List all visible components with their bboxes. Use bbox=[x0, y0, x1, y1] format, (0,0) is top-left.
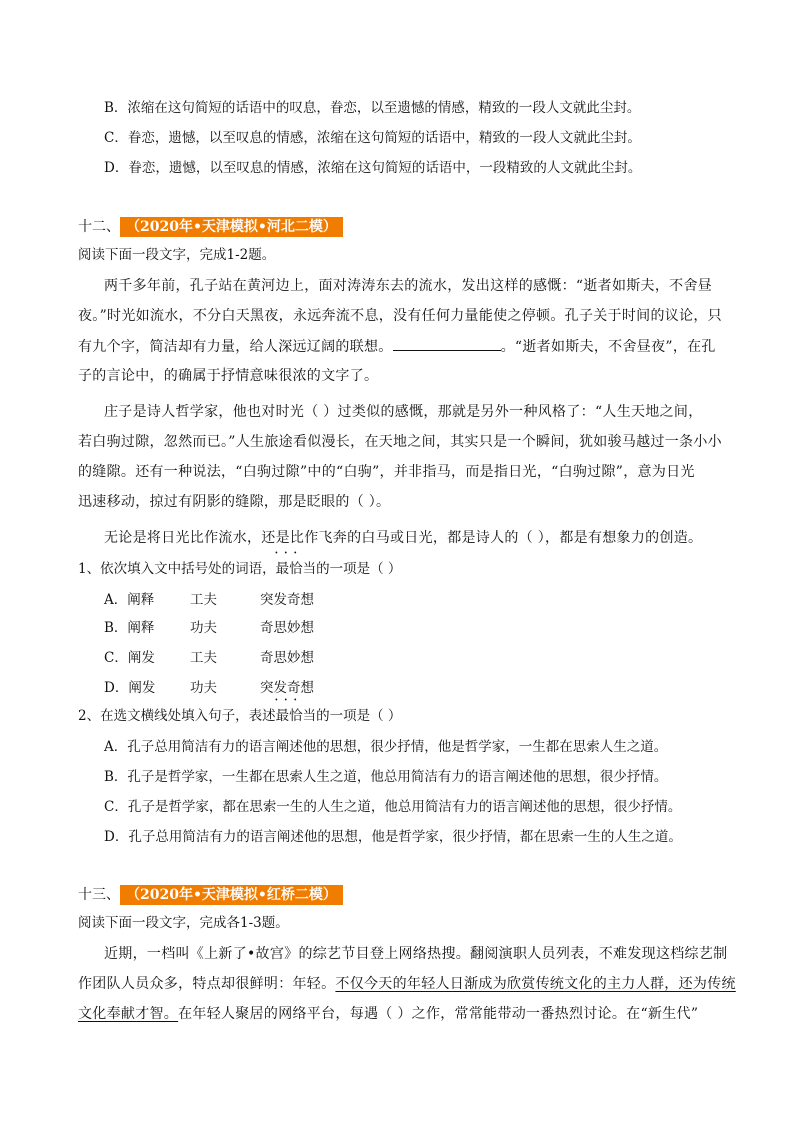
section-12-instruction: 阅读下面一段文字，完成1-2题。 bbox=[78, 247, 276, 263]
source-tag: （2020年•天津模拟•河北二模） bbox=[120, 217, 343, 237]
passage-line: 子的言论中，的确属于抒情意味很浓的文字了。 bbox=[78, 368, 379, 384]
option-word: 功夫 bbox=[190, 620, 217, 636]
emphasis-text: • • • 最恰当 bbox=[276, 708, 317, 724]
option-word: 工夫 bbox=[190, 650, 217, 666]
q2-option-a: A．孔子总用简洁有力的语言阐述他的思想，很少抒情，他是哲学家，一生都在思索人生之道。 bbox=[104, 739, 668, 755]
q1-option-a bbox=[104, 590, 314, 610]
question-text: 的一项是（ ） bbox=[316, 561, 402, 577]
q1-option-b bbox=[104, 618, 314, 638]
passage-line: 夜。”时光如流水，不分白天黑夜，永远奔流不息，没有任何力量能使之停顿。孔子关于时间的议论，只 bbox=[78, 308, 722, 324]
option-word: B．阐释 bbox=[104, 620, 155, 636]
option-word: 工夫 bbox=[190, 592, 217, 608]
q2-option-b: B．孔子是哲学家，一生都在思索人生之道，他总用简洁有力的语言阐述他的思想，很少抒情。 bbox=[104, 769, 668, 785]
option-word: A．阐释 bbox=[104, 592, 155, 608]
prev-option-b: B．浓缩在这句简短的话语中的叹息，眷恋，以至遗憾的情感，精致的一段人文就此尘封。 bbox=[104, 100, 641, 116]
section-13-instruction: 阅读下面一段文字，完成各1-3题。 bbox=[78, 915, 289, 931]
passage-line: 近期，一档叫《上新了•故宫》的综艺节目登上网络热搜。翻阅演职人员列表，不难发现这档综艺制 bbox=[104, 946, 728, 962]
section-12-header bbox=[78, 217, 343, 237]
q1-option-d bbox=[104, 678, 314, 698]
option-word: D．阐发 bbox=[104, 680, 156, 696]
passage-line: 庄子是诗人哲学家，他也对时光（ ）过类似的感慨，那就是另外一种风格了：“人生天地之间， bbox=[104, 404, 703, 420]
option-word: 奇思妙想 bbox=[260, 620, 314, 636]
option-word: 突发奇想 bbox=[260, 680, 314, 696]
emphasis-text: • • • 最恰当 bbox=[276, 561, 317, 577]
passage-line bbox=[78, 1004, 698, 1024]
section-13-header bbox=[78, 885, 343, 905]
question-text: 2、在选文横线处填入句子，表述 bbox=[78, 708, 276, 724]
question-2 bbox=[78, 706, 401, 726]
passage-line: 两千多年前，孔子站在黄河边上，面对涛涛东去的流水，发出这样的感慨：“逝者如斯夫，不舍昼 bbox=[104, 278, 713, 294]
underlined-text: 文化奉献才智。 bbox=[78, 1006, 179, 1022]
option-word: 突发奇想 bbox=[260, 592, 314, 608]
passage-line: 无论是将日光比作流水，还是比作飞奔的白马或日光，都是诗人的（ ），都是有想象力的创造。 bbox=[104, 530, 703, 546]
q2-option-d: D．孔子总用简洁有力的语言阐述他的思想，他是哲学家，很少抒情，都在思索一生的人生之道。 bbox=[104, 829, 682, 845]
section-number: 十二、 bbox=[78, 219, 120, 235]
passage-line: 若白驹过隙，忽然而已。”人生旅途看似漫长，在天地之间，其实只是一个瞬间，犹如骏马越过一条小小 bbox=[78, 434, 722, 450]
option-word: 奇思妙想 bbox=[260, 650, 314, 666]
passage-line bbox=[78, 336, 716, 357]
question-text: 1、依次填入文中括号处的词语， bbox=[78, 561, 276, 577]
passage-line bbox=[78, 974, 736, 994]
option-word: C．阐发 bbox=[104, 650, 155, 666]
option-word: 功夫 bbox=[190, 680, 217, 696]
fill-blank bbox=[393, 336, 501, 351]
q2-option-c: C．孔子是哲学家，都在思索一生的人生之道，他总用简洁有力的语言阐述他的思想，很少抒情。 bbox=[104, 799, 682, 815]
passage-text: 作团队人员众多，特点却很鲜明：年轻。 bbox=[78, 976, 336, 992]
question-text: 的一项是（ ） bbox=[316, 708, 402, 724]
section-number: 十三、 bbox=[78, 887, 120, 903]
passage-line: 的缝隙。还有一种说法，“白驹过隙”中的“白驹”，并非指马，而是指日光，“白驹过隙”，意为日光 bbox=[78, 464, 695, 480]
passage-text: 在年轻人聚居的网络平台，每遇（ ）之作，常常能带动一番热烈讨论。在“新生代” bbox=[178, 1006, 699, 1022]
passage-text: 。“逝者如斯夫，不舍昼夜”，在孔 bbox=[500, 339, 716, 355]
source-tag: （2020年•天津模拟•红桥二模） bbox=[120, 885, 343, 905]
underlined-text: 不仅今天的年轻人日渐成为欣赏传统文化的主力人群，还为传统 bbox=[335, 976, 736, 992]
passage-line: 迅速移动，掠过有阴影的缝隙，那是眨眼的（ ）。 bbox=[78, 494, 391, 510]
passage-text: 有九个字，简洁却有力量，给人深远辽阔的联想。 bbox=[78, 339, 393, 355]
prev-option-d: D．眷恋，遗憾，以至叹息的情感，浓缩在这句简短的话语中，一段精致的人文就此尘封。 bbox=[104, 160, 642, 176]
prev-option-c: C．眷恋，遗憾，以至叹息的情感，浓缩在这句简短的话语中，精致的一段人文就此尘封。 bbox=[104, 130, 641, 146]
q1-option-c bbox=[104, 648, 314, 668]
question-1 bbox=[78, 559, 401, 579]
